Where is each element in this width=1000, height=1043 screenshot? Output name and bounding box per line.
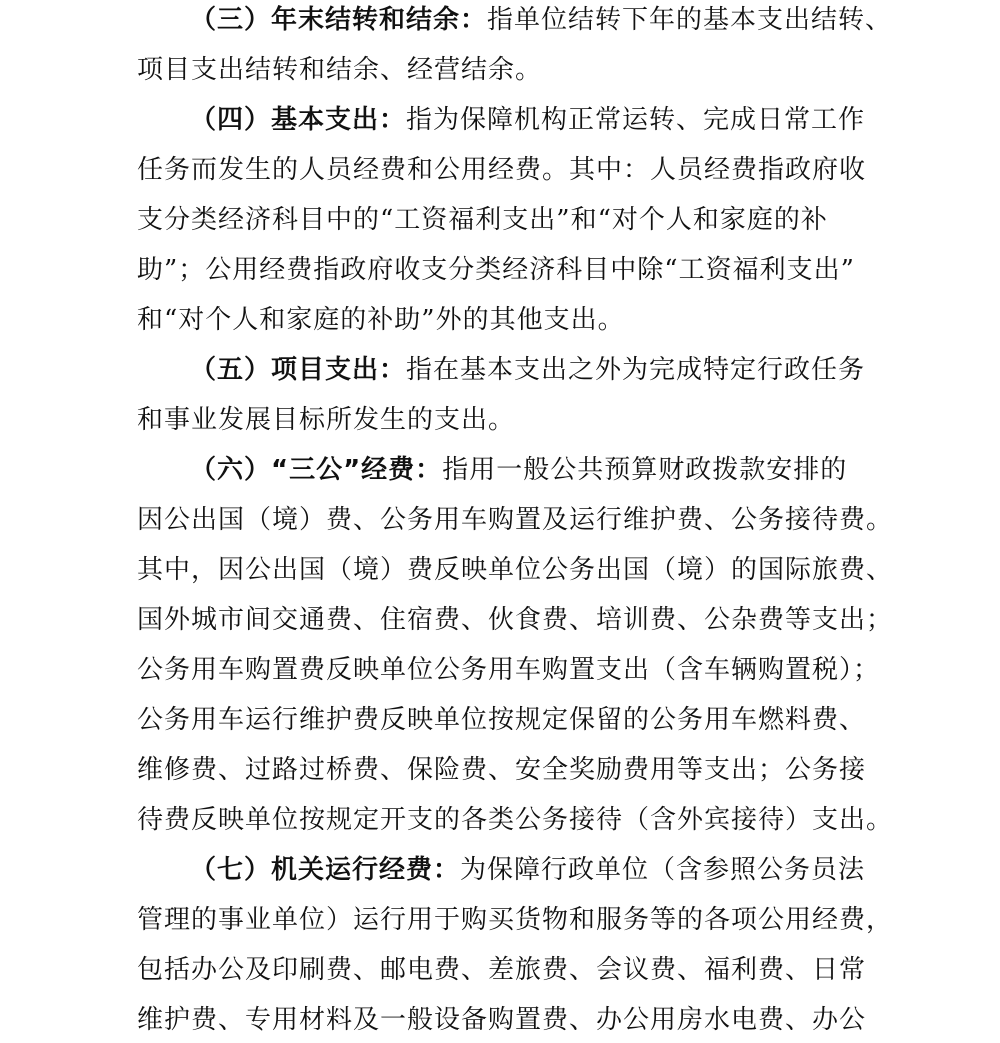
term-heading: （七）机关运行经费： xyxy=(190,855,461,885)
paragraph-line xyxy=(137,404,515,436)
line-text: 国外城市间交通费、住宿费、伙食费、培训费、公杂费等支出； xyxy=(137,605,894,635)
paragraph-line xyxy=(137,604,893,636)
line-text: 助”；公用经费指政府收支分类经济科目中除“工资福利支出” xyxy=(137,255,855,285)
term-heading: （四）基本支出： xyxy=(190,105,407,135)
line-text: 任务而发生的人员经费和公用经费。其中：人员经费指政府收 xyxy=(137,155,867,185)
line-text: 项目支出结转和结余、经营结余。 xyxy=(137,55,543,85)
paragraph-line xyxy=(137,154,866,186)
paragraph-line xyxy=(137,654,880,686)
line-text: 指在基本支出之外为完成特定行政任务 xyxy=(406,355,866,385)
line-text: 因公出国（境）费、公务用车购置及运行维护费、公务接待费。 xyxy=(137,505,894,535)
line-text: 维修费、过路过桥费、保险费、安全奖励费用等支出；公务接 xyxy=(137,755,867,785)
line-text: 指用一般公共预算财政拨款安排的 xyxy=(442,455,848,485)
paragraph-line xyxy=(137,954,866,986)
paragraph-line xyxy=(137,504,893,536)
line-text: 和事业发展目标所发生的支出。 xyxy=(137,405,516,435)
paragraph-line xyxy=(137,754,866,786)
line-text: 指为保障机构正常运转、完成日常工作 xyxy=(406,105,866,135)
paragraph-line xyxy=(137,1004,866,1036)
term-heading: （六）“三公”经费： xyxy=(190,455,443,485)
line-text: 维护费、专用材料及一般设备购置费、办公用房水电费、办公 xyxy=(137,1005,867,1035)
paragraph-line xyxy=(137,304,625,336)
line-text: 指单位结转下年的基本支出结转、 xyxy=(487,5,893,35)
paragraph-line xyxy=(137,54,542,86)
paragraph-line xyxy=(190,4,892,36)
paragraph-line xyxy=(190,454,847,486)
paragraph-line xyxy=(137,704,866,736)
line-text: 支分类经济科目中的“工资福利支出”和“对个人和家庭的补 xyxy=(137,205,828,235)
term-heading: （三）年末结转和结余： xyxy=(190,5,488,35)
paragraph-line xyxy=(137,254,855,286)
paragraph-line xyxy=(137,554,893,586)
paragraph-line xyxy=(137,904,893,936)
paragraph-line xyxy=(190,104,865,136)
term-heading: （五）项目支出： xyxy=(190,355,407,385)
paragraph-line xyxy=(190,854,865,886)
line-text: 公务用车运行维护费反映单位按规定保留的公务用车燃料费、 xyxy=(137,705,867,735)
line-text: 其中，因公出国（境）费反映单位公务出国（境）的国际旅费、 xyxy=(137,555,894,585)
line-text: 和“对个人和家庭的补助”外的其他支出。 xyxy=(137,305,625,335)
line-text: 为保障行政单位（含参照公务员法 xyxy=(460,855,866,885)
line-text: 公务用车购置费反映单位公务用车购置支出（含车辆购置税）； xyxy=(137,655,881,685)
line-text: 待费反映单位按规定开支的各类公务接待（含外宾接待）支出。 xyxy=(137,805,894,835)
paragraph-line xyxy=(137,204,828,236)
line-text: 包括办公及印刷费、邮电费、差旅费、会议费、福利费、日常 xyxy=(137,955,867,985)
paragraph-line xyxy=(190,354,865,386)
paragraph-line xyxy=(137,804,893,836)
line-text: 管理的事业单位）运行用于购买货物和服务等的各项公用经费， xyxy=(137,905,894,935)
